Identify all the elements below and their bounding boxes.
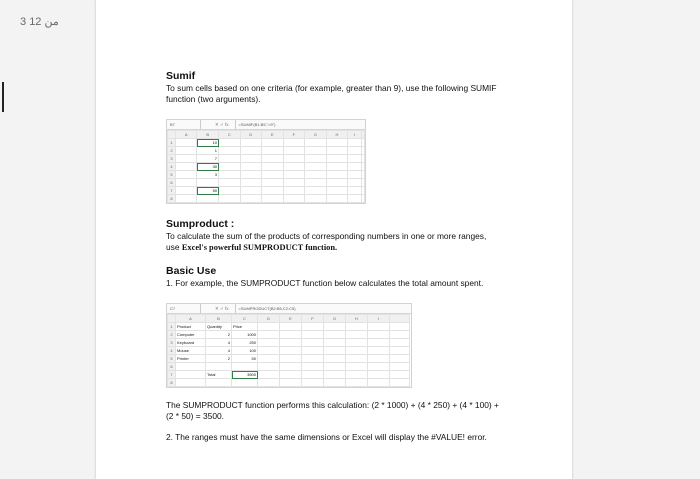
cell <box>175 179 197 187</box>
column-header: G <box>305 131 327 139</box>
cell <box>240 195 262 203</box>
cell <box>326 163 348 171</box>
cell <box>262 187 284 195</box>
cell <box>346 379 368 387</box>
cell <box>262 147 284 155</box>
dimensions-note: 2. The ranges must have the same dimensions or Excel will display the #VALUE! error. <box>166 432 487 442</box>
cell <box>280 323 302 331</box>
cell <box>262 195 284 203</box>
cell <box>258 371 280 379</box>
cell <box>326 139 348 147</box>
calculation-text: The SUMPRODUCT function performs this calculation: (2 * 1000) + (4 * 250) + (4 * 100) + (2 * 50) = 3500. <box>166 400 499 421</box>
cell <box>258 339 280 347</box>
cell: Mouse <box>176 347 206 355</box>
cell <box>280 379 302 387</box>
cell <box>305 171 327 179</box>
formula-text: =SUMPRODUCT(B2:B5,C2:C5) <box>235 304 411 313</box>
sumproduct-bold-text: Excel's powerful SUMPRODUCT function. <box>181 243 338 252</box>
cell: 10 <box>197 139 219 147</box>
cell <box>258 379 280 387</box>
cell: Product <box>176 323 206 331</box>
cell <box>283 179 305 187</box>
cell <box>390 339 410 347</box>
cell: 1000 <box>232 331 258 339</box>
cell <box>368 331 390 339</box>
cell <box>262 155 284 163</box>
cell <box>240 155 262 163</box>
table-row <box>168 187 365 195</box>
cell <box>305 139 327 147</box>
row-header: 4 <box>168 163 176 171</box>
table-row <box>168 195 365 203</box>
fx-icon: ✕ ✓ fx <box>215 305 229 311</box>
cell <box>362 139 365 147</box>
cell <box>219 171 241 179</box>
cell <box>362 179 365 187</box>
cell <box>346 371 368 379</box>
cell <box>262 171 284 179</box>
table-row <box>168 379 410 387</box>
cell <box>305 195 327 203</box>
row-header: 5 <box>168 171 176 179</box>
cell <box>348 195 362 203</box>
column-header: A <box>176 315 206 323</box>
row-header: 7 <box>168 187 176 195</box>
cell: Computer <box>176 331 206 339</box>
formula-text: =SUMIF(B1:B5,">9") <box>235 120 365 129</box>
cell <box>219 187 241 195</box>
cell <box>302 347 324 355</box>
cell <box>258 363 280 371</box>
cell <box>302 331 324 339</box>
column-header: F <box>302 315 324 323</box>
cell <box>283 163 305 171</box>
column-header: G <box>324 315 346 323</box>
cell <box>302 371 324 379</box>
cell <box>362 163 365 171</box>
cell <box>302 323 324 331</box>
cell: Total <box>206 371 232 379</box>
cell <box>305 147 327 155</box>
cell <box>206 379 232 387</box>
sumproduct-screenshot <box>166 303 412 388</box>
column-header <box>390 315 410 323</box>
cell <box>305 187 327 195</box>
cell <box>302 355 324 363</box>
cell <box>302 339 324 347</box>
cell <box>348 187 362 195</box>
cell <box>240 179 262 187</box>
column-header: E <box>280 315 302 323</box>
column-header: H <box>326 131 348 139</box>
cell <box>175 147 197 155</box>
row-header: 6 <box>168 179 176 187</box>
cell <box>368 355 390 363</box>
cell <box>280 347 302 355</box>
cell <box>324 355 346 363</box>
cell <box>258 323 280 331</box>
cell <box>362 195 365 203</box>
table-row <box>168 347 410 355</box>
text-cursor <box>2 82 4 112</box>
table-row <box>168 171 365 179</box>
column-header: B <box>206 315 232 323</box>
cell <box>390 379 410 387</box>
cell <box>219 139 241 147</box>
row-header: 2 <box>168 147 176 155</box>
cell <box>324 379 346 387</box>
cell <box>326 171 348 179</box>
column-header: C <box>219 131 241 139</box>
cell <box>197 195 219 203</box>
cell <box>280 339 302 347</box>
cell <box>283 147 305 155</box>
column-header <box>362 131 365 139</box>
cell <box>346 355 368 363</box>
cell: 250 <box>232 339 258 347</box>
column-header: I <box>368 315 390 323</box>
cell <box>283 139 305 147</box>
cell <box>390 347 410 355</box>
cell: 2 <box>206 331 232 339</box>
cell <box>348 163 362 171</box>
cell <box>280 355 302 363</box>
cell <box>280 331 302 339</box>
cell <box>232 363 258 371</box>
cell <box>305 179 327 187</box>
sumif-screenshot <box>166 119 366 204</box>
cell <box>346 347 368 355</box>
table-row <box>168 355 410 363</box>
cell <box>240 139 262 147</box>
row-header: 6 <box>168 363 176 371</box>
cell: 50 <box>197 187 219 195</box>
cell <box>175 187 197 195</box>
cell <box>368 371 390 379</box>
column-header: A <box>175 131 197 139</box>
cell <box>302 363 324 371</box>
formula-bar <box>167 120 365 130</box>
cell <box>348 139 362 147</box>
cell <box>346 323 368 331</box>
cell: 1 <box>197 147 219 155</box>
cell <box>324 371 346 379</box>
cell <box>368 339 390 347</box>
cell: 100 <box>232 347 258 355</box>
column-header: E <box>262 131 284 139</box>
cell <box>175 163 197 171</box>
column-header: D <box>258 315 280 323</box>
cell: 4 <box>206 339 232 347</box>
row-header: 8 <box>168 379 176 387</box>
column-header: C <box>232 315 258 323</box>
sumproduct-grid <box>167 314 410 387</box>
column-header: D <box>240 131 262 139</box>
cell: Keyboard <box>176 339 206 347</box>
table-row <box>168 363 410 371</box>
corner-cell <box>168 315 176 323</box>
cell <box>390 331 410 339</box>
cell <box>262 139 284 147</box>
cell <box>305 155 327 163</box>
cell <box>362 147 365 155</box>
row-header: 8 <box>168 195 176 203</box>
cell <box>232 379 258 387</box>
corner-cell <box>168 131 176 139</box>
cell <box>302 379 324 387</box>
cell <box>326 155 348 163</box>
cell <box>346 363 368 371</box>
cell <box>390 323 410 331</box>
name-box: B7 <box>167 120 201 129</box>
cell <box>258 347 280 355</box>
document-page <box>96 0 572 479</box>
cell <box>368 363 390 371</box>
row-header: 2 <box>168 331 176 339</box>
basic-use-description: 1. For example, the SUMPRODUCT function below calculates the total amount spent. <box>166 278 484 288</box>
table-row <box>168 139 365 147</box>
cell <box>326 187 348 195</box>
column-header-row <box>168 315 410 323</box>
cell <box>346 331 368 339</box>
basic-use-heading: Basic Use <box>166 265 217 277</box>
cell <box>324 363 346 371</box>
column-header: I <box>348 131 362 139</box>
table-row <box>168 331 410 339</box>
cell: 4 <box>206 347 232 355</box>
cell <box>175 171 197 179</box>
cell <box>348 179 362 187</box>
cell <box>390 371 410 379</box>
cell <box>197 179 219 187</box>
page-indicator: 3 من 12 <box>20 16 59 28</box>
cell <box>175 195 197 203</box>
cell <box>324 323 346 331</box>
cell <box>258 355 280 363</box>
cell <box>326 195 348 203</box>
cell <box>283 195 305 203</box>
cell <box>219 147 241 155</box>
sumif-grid <box>167 130 365 203</box>
cell: 7 <box>197 155 219 163</box>
cell <box>176 363 206 371</box>
cell <box>305 163 327 171</box>
cell <box>280 363 302 371</box>
cell <box>175 155 197 163</box>
row-header: 3 <box>168 155 176 163</box>
cell <box>219 179 241 187</box>
page-content <box>166 70 502 443</box>
cell <box>280 371 302 379</box>
cell <box>368 323 390 331</box>
row-header: 1 <box>168 323 176 331</box>
cell <box>368 379 390 387</box>
sumproduct-text: To calculate the sum of the products of corresponding numbers in one or more ranges, use <box>166 231 487 252</box>
cell <box>362 171 365 179</box>
sumproduct-description <box>166 231 502 253</box>
cell <box>219 155 241 163</box>
row-header: 1 <box>168 139 176 147</box>
cell <box>175 139 197 147</box>
cell <box>390 363 410 371</box>
cell <box>206 363 232 371</box>
row-header: 7 <box>168 371 176 379</box>
table-row <box>168 323 410 331</box>
fx-icon: ✕ ✓ fx <box>215 121 229 127</box>
cell: 30 <box>197 163 219 171</box>
cell <box>348 155 362 163</box>
sumif-description: To sum cells based on one criteria (for example, greater than 9), use the following SUMIF function (two arguments). <box>166 83 497 104</box>
column-header: B <box>197 131 219 139</box>
cell <box>368 347 390 355</box>
cell <box>219 195 241 203</box>
cell <box>262 163 284 171</box>
sumproduct-heading: Sumproduct : <box>166 218 235 230</box>
cell <box>176 371 206 379</box>
cell <box>283 171 305 179</box>
cell <box>240 163 262 171</box>
cell: Quantity <box>206 323 232 331</box>
table-row <box>168 371 410 379</box>
formula-bar <box>167 304 411 314</box>
cell <box>240 147 262 155</box>
cell: 3500 <box>232 371 258 379</box>
cell <box>283 187 305 195</box>
cell <box>348 171 362 179</box>
cell <box>240 171 262 179</box>
cell <box>326 147 348 155</box>
table-row <box>168 179 365 187</box>
row-header: 5 <box>168 355 176 363</box>
table-row <box>168 163 365 171</box>
cell <box>240 187 262 195</box>
cell <box>348 147 362 155</box>
row-header: 3 <box>168 339 176 347</box>
row-header: 4 <box>168 347 176 355</box>
cell <box>283 155 305 163</box>
cell <box>324 339 346 347</box>
sumif-heading: Sumif <box>166 70 196 82</box>
cell <box>262 179 284 187</box>
cell: 50 <box>232 355 258 363</box>
name-box: C7 <box>167 304 201 313</box>
cell <box>390 355 410 363</box>
cell <box>362 187 365 195</box>
cell <box>362 155 365 163</box>
cell <box>219 163 241 171</box>
column-header: H <box>346 315 368 323</box>
cell <box>324 347 346 355</box>
cell <box>346 339 368 347</box>
column-header: F <box>283 131 305 139</box>
column-header-row <box>168 131 365 139</box>
cell: Price <box>232 323 258 331</box>
cell <box>258 331 280 339</box>
cell: 3 <box>197 171 219 179</box>
table-row <box>168 147 365 155</box>
cell <box>324 331 346 339</box>
cell: 2 <box>206 355 232 363</box>
cell: Printer <box>176 355 206 363</box>
cell <box>326 179 348 187</box>
table-row <box>168 155 365 163</box>
table-row <box>168 339 410 347</box>
cell <box>176 379 206 387</box>
